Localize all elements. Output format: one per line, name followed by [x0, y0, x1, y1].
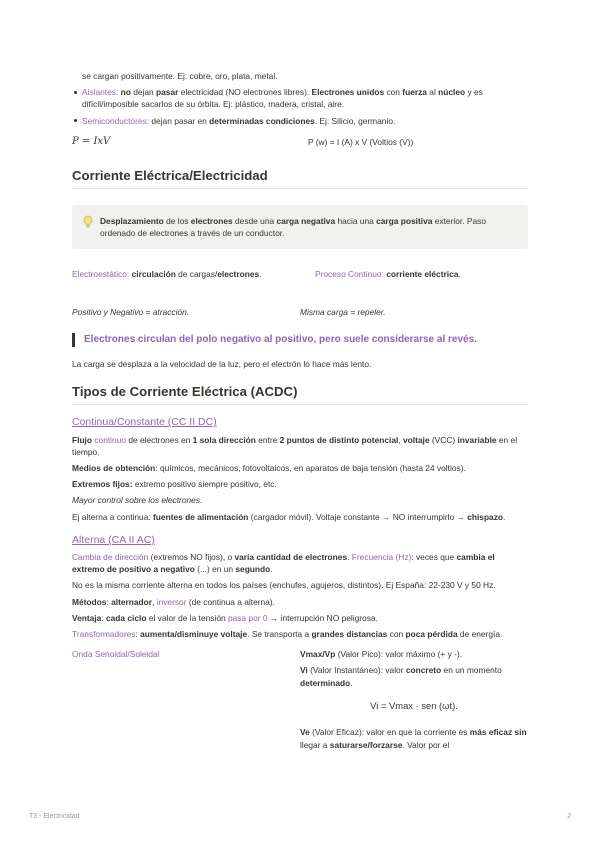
onda-section: [72, 648, 528, 751]
vi-equation: Vi = Vmax · sen (ωt).: [370, 699, 458, 711]
heading-tipos-corriente: Tipos de Corriente Eléctrica (ACDC): [72, 382, 528, 405]
electroestatico-text: Electroestático: circulación de cargas/electrones.: [72, 269, 262, 280]
velocidad-text: La carga se desplaza a la velocidad de la luz, pero el electrón lo hace más lento.: [72, 359, 372, 370]
ca-cambia-text: Cambia de dirección (extremos NO fijos), o varía cantidad de electrones. Frecuencia (Hz): veces que cambia el extremo de positivo a negativo (...) en un segundo.: [72, 552, 495, 575]
atraccion-text: Positivo y Negativo = atracción.: [72, 307, 190, 318]
atraccion-vs-repeler: [72, 306, 528, 318]
text-conductores-cont: se cargan positivamente. Ej: cobre, oro, plata, metal.: [82, 71, 278, 81]
callout-definition: Desplazamiento de los electrones desde una carga negativa hacia una carga positiva exterior. Paso ordenado de electrones a través de un conductor.: [72, 205, 528, 249]
footer-title: T3 - Electricidad: [29, 813, 80, 820]
ca-ventaja-text: Ventaja: cada ciclo el valor de la tensión pasa por 0 → interrupción NO peligrosa.: [72, 612, 378, 623]
onda-values: [300, 648, 528, 751]
power-formula-units: P (w) = I (A) x V (Voltios (V)): [308, 136, 414, 147]
list-item-semiconductores: Semiconductores: dejan pasar en determinadas condiciones. Ej: Silicio, germanio.: [72, 115, 528, 127]
heading-continua: Continua/Constante (CC II DC): [72, 416, 217, 429]
cc-medios-text: Medios de obtención: químicos, mecánicos, fotovoltaicos, en aparatos de baja tensión (hasta 24 voltios).: [72, 463, 466, 474]
cc-mayor-control-text: Mayor control sobre los electrones.: [72, 495, 203, 506]
heading-alterna: Alterna (CA II AC): [72, 533, 155, 546]
vmax-text: Vmax/Vp (Valor Pico): valor máximo (+ y -).: [300, 649, 463, 660]
proceso-continuo-text: Proceso Continuo: corriente eléctrica.: [315, 269, 461, 280]
ve-text: Ve (Valor Eficaz): valor en que la corriente es más eficaz sin llegar a saturarse/forzarse. Valor por el: [300, 727, 527, 750]
electro-vs-proceso: [72, 268, 528, 280]
ca-transformadores-text: Transformadores: aumenta/disminuye voltaje. Se transporta a grandes distancias con poca pérdida de energía.: [72, 628, 503, 639]
term-aislantes: Aislantes:: [82, 87, 119, 98]
ca-paises-text: No es la misma corriente alterna en todos los países (enchufes, agujeros, distintos). Ej España: 22-230 V y 50 Hz.: [72, 580, 496, 591]
materials-list: [72, 86, 528, 127]
cc-ejemplo-text: Ej alterna a continua: fuentes de alimentación (cargador móvil). Voltaje constante → NO interrumpirlo → chispazo.: [72, 511, 506, 522]
onda-label: Onda Senoidal/Soleidal: [72, 649, 160, 660]
cc-extremos-text: Extremos fijos: extremo positivo siempre positivo, etc.: [72, 479, 277, 490]
power-formula: P = IxV: [72, 135, 111, 147]
term-semiconductores: Semiconductores:: [82, 115, 150, 126]
lightbulb-icon: [82, 215, 94, 229]
repeler-text: Misma carga = repeler.: [300, 307, 386, 318]
cc-flujo-text: Flujo continuo de electrones en 1 sola dirección entre 2 puntos de distinto potencial, voltaje (VCC) invariable en el tiempo.: [72, 434, 518, 457]
vi-text: Vi (Valor Instantáneo): valor concreto en un momento determinado.: [300, 665, 502, 688]
quote-electrones: Electrones circulan del polo negativo al positivo, pero suele considerarse al revés.: [72, 333, 528, 348]
list-item-aislantes: Aislantes: no dejan pasar electricidad (NO electrones libres). Electrones unidos con fuerza al núcleo y es difícil/imposible sacarlos de su órbita. Ej: plástico, madera, cristal, aire.: [72, 86, 528, 110]
page-footer: [29, 812, 571, 822]
document-page: [72, 70, 528, 751]
ca-metodos-text: Métodos: alternador, inversor (de continua a alterna).: [72, 596, 275, 607]
power-formula-row: [72, 135, 528, 149]
page-number: 2: [567, 813, 571, 820]
heading-corriente-electrica: Corriente Eléctrica/Electricidad: [72, 166, 528, 189]
